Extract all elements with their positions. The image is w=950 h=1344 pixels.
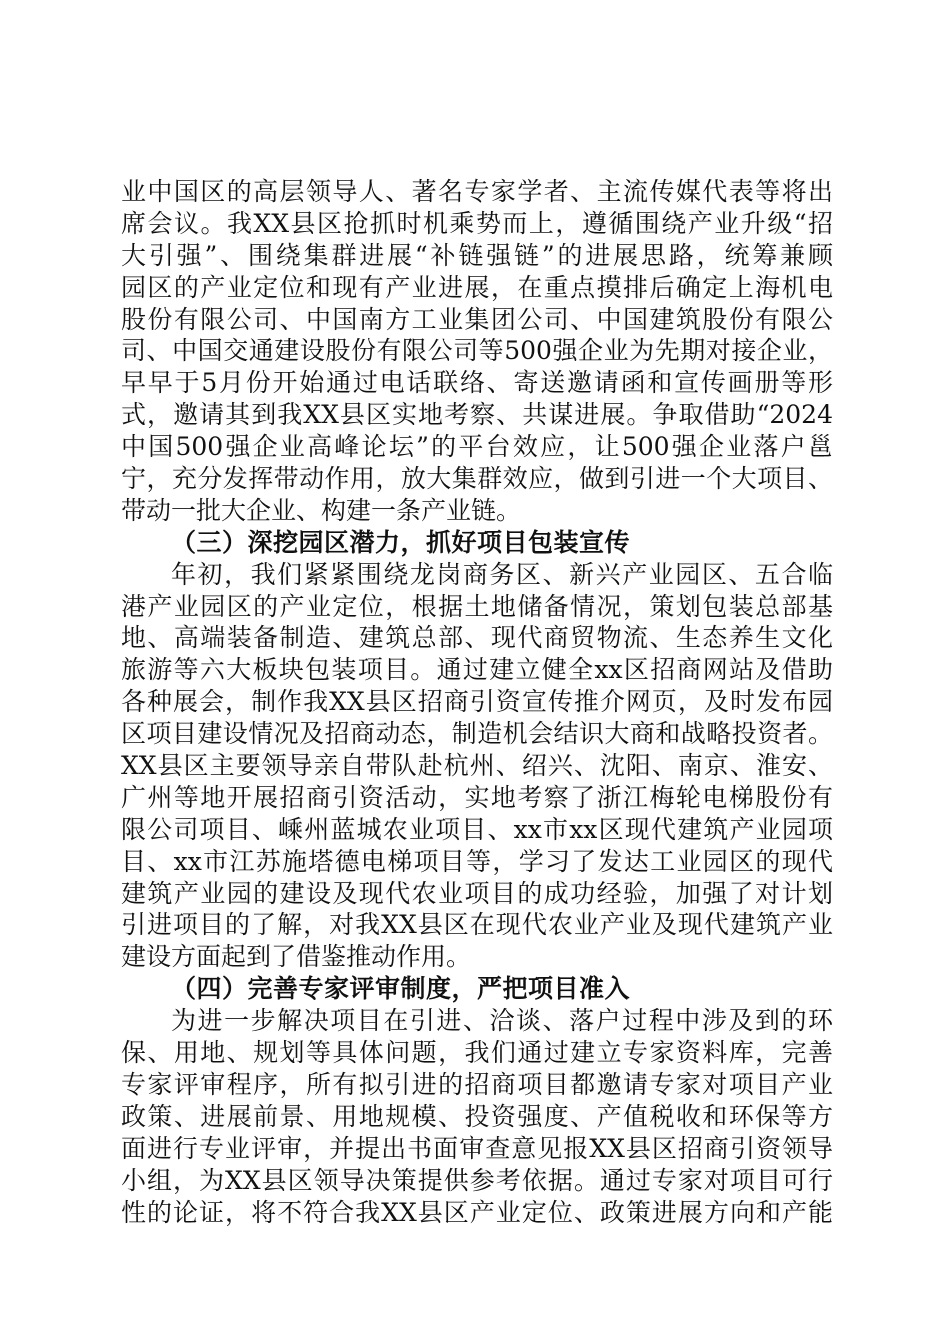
paragraph-line: 式，邀请其到我XX县区实地考察、共谋进展。争取借助“2024 — [121, 400, 833, 430]
section-heading: （三）深挖园区潜力，抓好项目包装宣传 — [171, 527, 631, 557]
paragraph-line: 园区的产业定位和现有产业进展，在重点摸排后确定上海机电 — [121, 272, 833, 302]
paragraph-line: 席会议。我XX县区抢抓时机乘势而上，遵循围绕产业升级“招 — [121, 208, 833, 238]
paragraph-line: 各种展会，制作我XX县区招商引资宣传推介网页，及时发布园 — [121, 687, 833, 717]
paragraph-line: 引进项目的了解，对我XX县区在现代农业产业及现代建筑产业 — [121, 910, 833, 940]
paragraph-line: 年初，我们紧紧围绕龙岗商务区、新兴产业园区、五合临 — [171, 559, 833, 589]
paragraph-line: 司、中国交通建设股份有限公司等500强企业为先期对接企业， — [121, 336, 833, 366]
paragraph-line: 广州等地开展招商引资活动，实地考察了浙江梅轮电梯股份有 — [121, 782, 833, 812]
paragraph-line: 早早于5月份开始通过电话联络、寄送邀请函和宣传画册等形 — [121, 368, 833, 398]
paragraph-line: 业中国区的高层领导人、著名专家学者、主流传媒代表等将出 — [121, 177, 833, 206]
paragraph-line: 大引强”、围绕集群进展“补链强链”的进展思路，统筹兼顾 — [121, 240, 833, 270]
paragraph-line: XX县区主要领导亲自带队赴杭州、绍兴、沈阳、南京、淮安、 — [121, 751, 833, 781]
paragraph-line: 宁，充分发挥带动作用，放大集群效应，做到引进一个大项目、 — [121, 464, 833, 494]
paragraph-line: 性的论证，将不符合我XX县区产业定位、政策进展方向和产能 — [121, 1197, 833, 1227]
paragraph-line: 限公司项目、嵊州蓝城农业项目、xx市xx区现代建筑产业园项 — [121, 814, 833, 844]
paragraph-line: 小组，为XX县区领导决策提供参考依据。通过专家对项目可行 — [121, 1165, 833, 1195]
paragraph-line: 中国500强企业高峰论坛”的平台效应，让500强企业落户邕 — [121, 432, 833, 462]
paragraph-line: 保、用地、规划等具体问题，我们通过建立专家资料库，完善 — [121, 1038, 833, 1068]
paragraph-line: 政策、进展前景、用地规模、投资强度、产值税收和环保等方 — [121, 1101, 833, 1131]
paragraph-line: 建筑产业园的建设及现代农业项目的成功经验，加强了对计划 — [121, 878, 833, 908]
paragraph-line: 股份有限公司、中国南方工业集团公司、中国建筑股份有限公 — [121, 304, 833, 334]
paragraph-line: 为进一步解决项目在引进、洽谈、落户过程中涉及到的环 — [171, 1006, 833, 1036]
paragraph-line: 专家评审程序，所有拟引进的招商项目都邀请专家对项目产业 — [121, 1069, 833, 1099]
paragraph-line: 面进行专业评审，并提出书面审查意见报XX县区招商引资领导 — [121, 1133, 833, 1163]
paragraph-line: 带动一批大企业、构建一条产业链。 — [121, 495, 522, 525]
document-body-text — [121, 176, 833, 1228]
paragraph-line: 地、高端装备制造、建筑总部、现代商贸物流、生态养生文化 — [121, 623, 833, 653]
paragraph-line: 港产业园区的产业定位，根据土地储备情况，策划包装总部基 — [121, 591, 833, 621]
paragraph-line: 区项目建设情况及招商动态，制造机会结识大商和战略投资者。 — [121, 719, 833, 749]
paragraph-line: 旅游等六大板块包装项目。通过建立健全xx区招商网站及借助 — [121, 655, 833, 685]
paragraph-line: 建设方面起到了借鉴推动作用。 — [121, 942, 472, 972]
paragraph-line: 目、xx市江苏施塔德电梯项目等，学习了发达工业园区的现代 — [121, 846, 833, 876]
section-heading: （四）完善专家评审制度，严把项目准入 — [171, 974, 631, 1004]
